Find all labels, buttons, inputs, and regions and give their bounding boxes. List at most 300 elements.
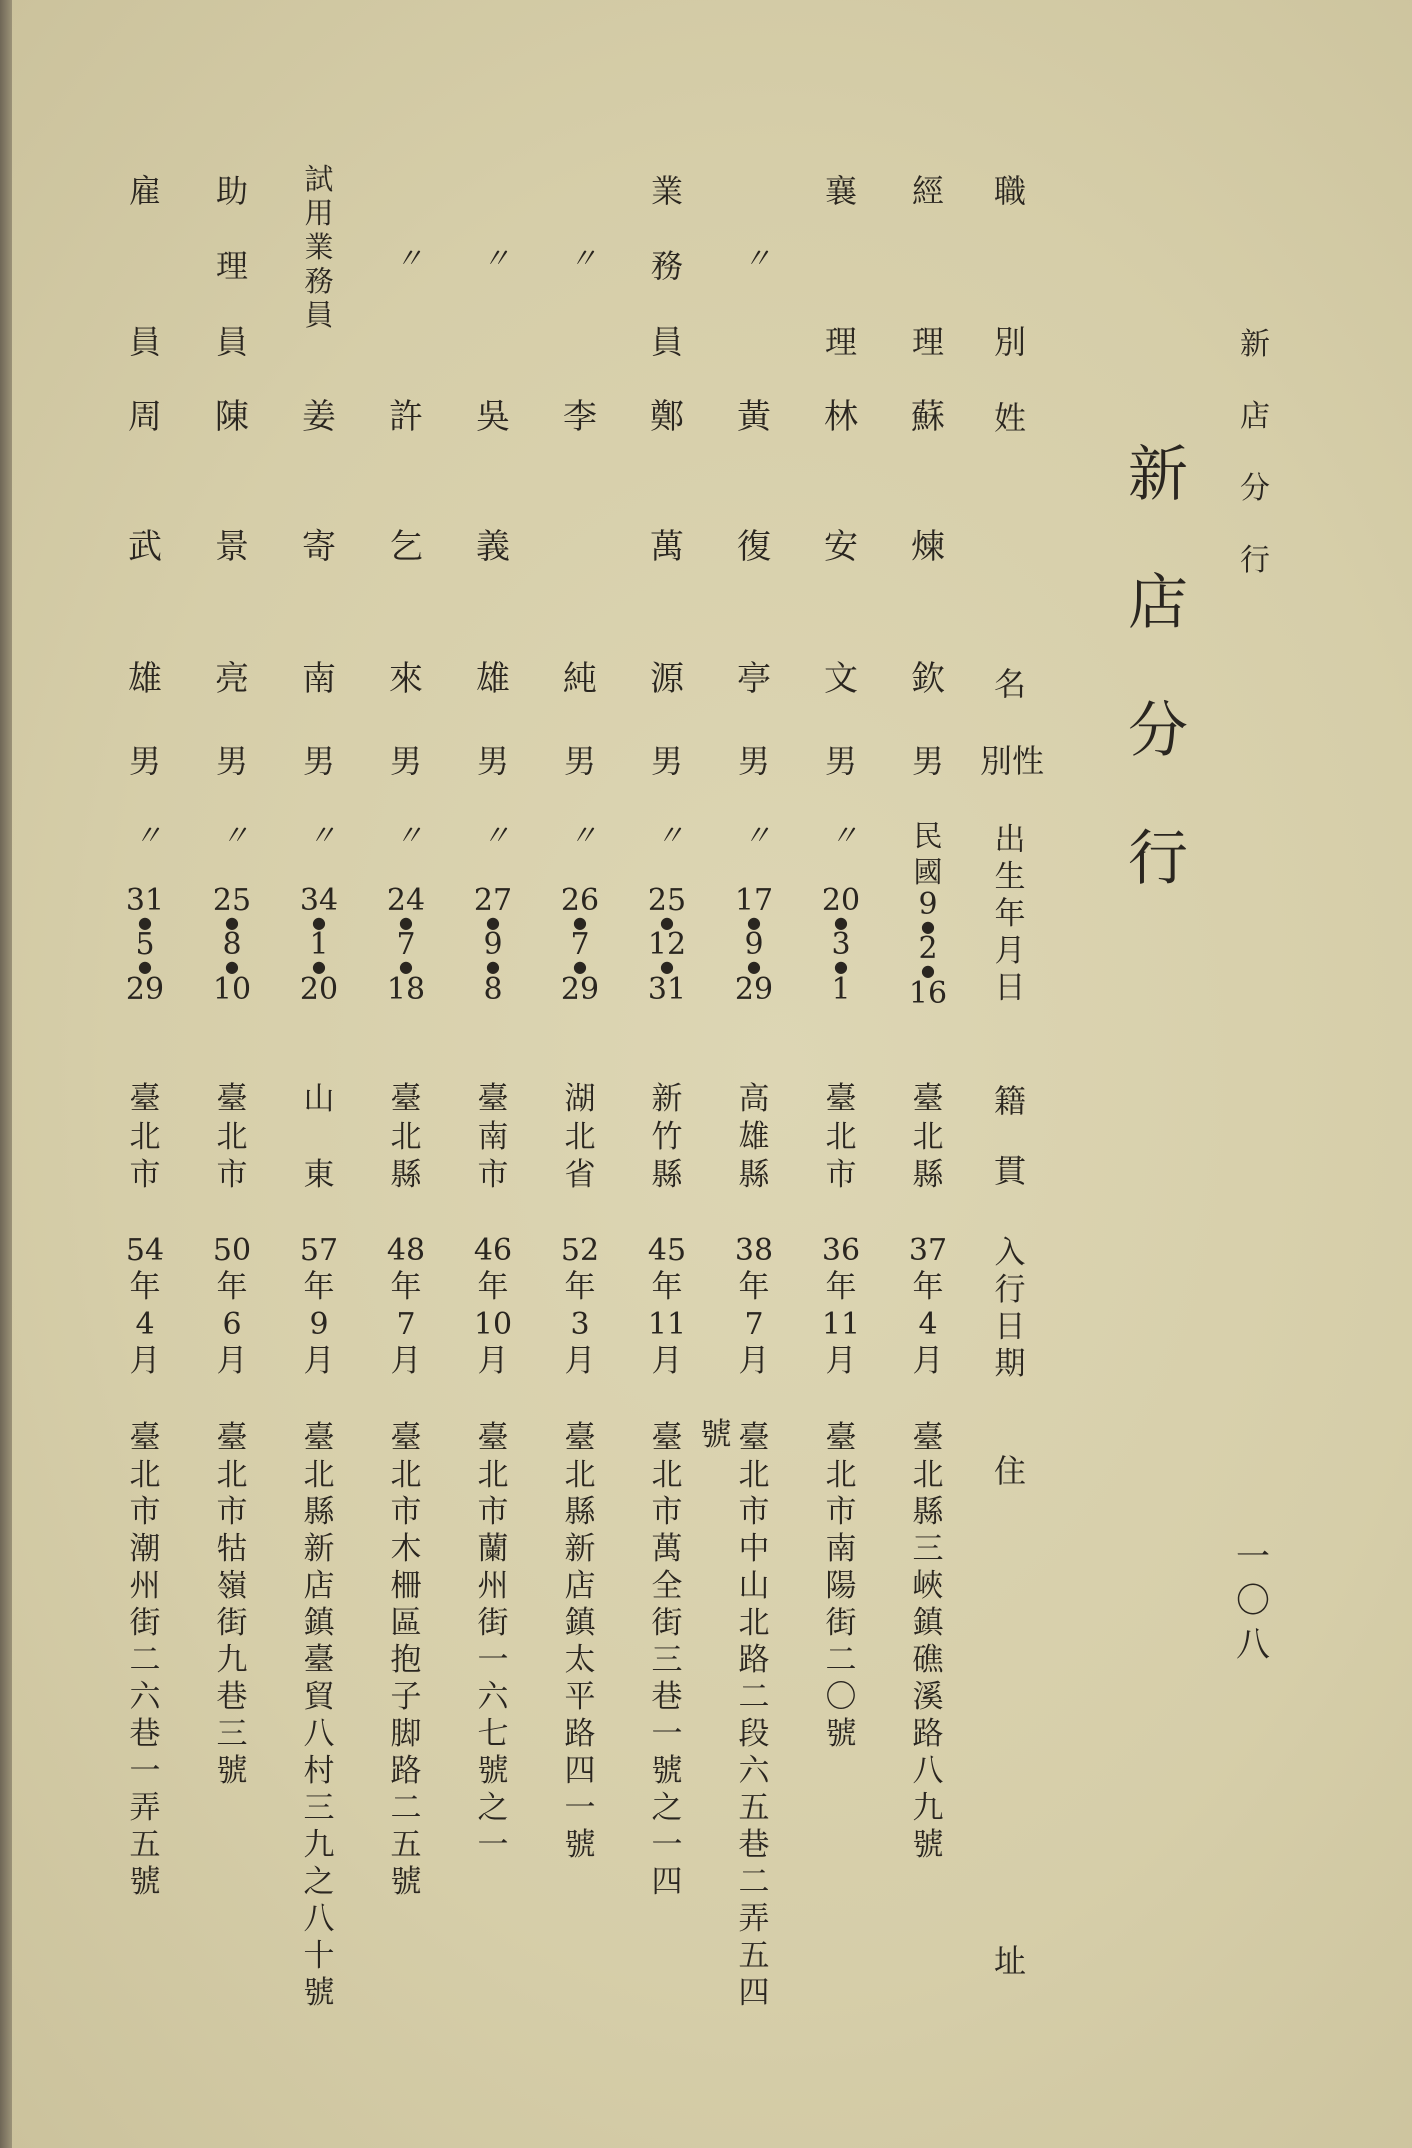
address-char: 鎮 xyxy=(912,1605,944,1641)
birth-part: 34 xyxy=(299,883,339,918)
join-part: 月 xyxy=(477,1343,509,1379)
date-separator: ● xyxy=(486,913,500,932)
title-ditto: 〃 xyxy=(481,242,504,275)
address-char: 臺 xyxy=(651,1420,683,1456)
join-part: 7 xyxy=(396,1307,416,1342)
native-char: 縣 xyxy=(651,1157,683,1193)
address-char: 弄 xyxy=(129,1790,161,1826)
page-number-char: 八 xyxy=(1236,1625,1270,1665)
address-char: 嶺 xyxy=(216,1568,248,1604)
title-ditto: 〃 xyxy=(568,242,591,275)
name-char: 萬 xyxy=(650,527,684,567)
date-separator: ● xyxy=(834,957,848,977)
birth-part: 20 xyxy=(821,883,861,918)
birth-part: 12 xyxy=(647,927,687,963)
address-char: 潮 xyxy=(129,1531,161,1567)
address-char: 店 xyxy=(303,1568,335,1604)
address-char: 一 xyxy=(477,1642,509,1678)
address-char: 二 xyxy=(738,1864,770,1900)
join-part: 月 xyxy=(216,1343,248,1379)
join-date xyxy=(202,1232,262,1380)
birth-ditto: 〃 xyxy=(829,819,852,852)
date-separator: ● xyxy=(834,913,848,932)
address-char: 段 xyxy=(738,1716,770,1752)
address xyxy=(550,1420,610,1864)
birth-part: 3 xyxy=(831,927,851,963)
address-char: 臺 xyxy=(825,1420,857,1456)
header-birth-char: 日 xyxy=(994,970,1026,1006)
address-char: 區 xyxy=(390,1605,422,1641)
name-char: 文 xyxy=(824,659,858,699)
date-separator: ● xyxy=(921,961,935,981)
address-char: 弄 xyxy=(738,1901,770,1937)
join-date xyxy=(898,1232,958,1380)
address-char: 三 xyxy=(651,1642,683,1678)
name-char: 亮 xyxy=(215,659,249,699)
join-part: 10 xyxy=(473,1307,513,1342)
birth-part: 29 xyxy=(125,971,165,1007)
name-char: 林 xyxy=(824,397,858,437)
header-title-1: 職 xyxy=(993,172,1026,210)
address-char: 縣 xyxy=(303,1494,335,1530)
native-char: 東 xyxy=(303,1157,335,1193)
address xyxy=(289,1420,349,2012)
join-part: 年 xyxy=(390,1269,422,1305)
sex: 男 xyxy=(824,742,857,780)
native-char: 新 xyxy=(651,1081,683,1117)
address-char: 一 xyxy=(129,1753,161,1789)
address xyxy=(898,1420,958,1864)
page-number-char: 一 xyxy=(1236,1537,1270,1577)
name-char: 武 xyxy=(128,527,162,567)
address-char: 市 xyxy=(738,1494,770,1530)
join-part: 年 xyxy=(216,1269,248,1305)
birth-part: 20 xyxy=(299,971,339,1007)
native-char: 臺 xyxy=(216,1081,248,1117)
join-part: 年 xyxy=(477,1269,509,1305)
birth-date xyxy=(724,818,784,1005)
join-part: 年 xyxy=(738,1269,770,1305)
book-spine-shadow xyxy=(0,0,12,2148)
address-char: 北 xyxy=(390,1457,422,1493)
name-char: 姜 xyxy=(302,397,336,437)
date-separator: ● xyxy=(573,913,587,932)
join-part: 月 xyxy=(825,1343,857,1379)
native-char: 雄 xyxy=(738,1119,770,1155)
address-char: 號 xyxy=(129,1864,161,1900)
birth-era-char: 民 xyxy=(913,819,943,853)
join-part: 36 xyxy=(821,1233,861,1268)
join-part: 46 xyxy=(473,1233,513,1268)
birth-date xyxy=(550,818,610,1005)
address-char: 一 xyxy=(651,1827,683,1863)
address-overflow-char: 號 xyxy=(700,1417,732,1453)
name-char: 寄 xyxy=(302,527,336,567)
join-part: 月 xyxy=(564,1343,596,1379)
birth-ditto: 〃 xyxy=(655,819,678,852)
native-char: 市 xyxy=(825,1157,857,1193)
sex: 男 xyxy=(650,742,683,780)
section-title-char: 新 xyxy=(1128,440,1188,510)
sex: 男 xyxy=(563,742,596,780)
date-separator: ● xyxy=(747,957,761,977)
date-separator: ● xyxy=(138,913,152,932)
name-char: 安 xyxy=(824,527,858,567)
join-part: 6 xyxy=(222,1307,242,1342)
join-part: 9 xyxy=(309,1307,329,1342)
page-number-char: 〇 xyxy=(1236,1581,1270,1621)
native-char: 南 xyxy=(477,1119,509,1155)
join-date xyxy=(376,1232,436,1380)
join-part: 3 xyxy=(570,1307,590,1342)
birth-part: 16 xyxy=(908,975,948,1011)
running-head-char: 店 xyxy=(1240,399,1270,434)
birth-era-char: 國 xyxy=(913,855,943,889)
address-char: 二 xyxy=(825,1642,857,1678)
name-char: 純 xyxy=(563,659,597,699)
join-date xyxy=(463,1232,523,1380)
address-char: 五 xyxy=(738,1790,770,1826)
address-char: 巷 xyxy=(129,1716,161,1752)
name-char: 李 xyxy=(563,397,597,437)
job-title-char: 理 xyxy=(824,323,857,361)
birth-part: 26 xyxy=(560,883,600,918)
header-join-char: 期 xyxy=(994,1346,1026,1382)
address-char: 新 xyxy=(303,1531,335,1567)
address-char: 七 xyxy=(477,1716,509,1752)
address-char: 之 xyxy=(651,1790,683,1826)
running-head xyxy=(1240,327,1270,578)
address-char: 臺 xyxy=(303,1420,335,1456)
sex: 男 xyxy=(302,742,335,780)
native-char: 臺 xyxy=(390,1081,422,1117)
job-title-char: 經 xyxy=(911,172,944,210)
address-char: 二 xyxy=(390,1790,422,1826)
address-char: 九 xyxy=(303,1827,335,1863)
name-char: 鄭 xyxy=(650,397,684,437)
birth-part: 7 xyxy=(570,927,590,963)
address-char: 貿 xyxy=(303,1679,335,1715)
header-title-2: 別 xyxy=(993,323,1026,361)
birth-ditto: 〃 xyxy=(133,819,156,852)
join-date xyxy=(550,1232,610,1380)
address-char: 巷 xyxy=(651,1679,683,1715)
name-char: 乞 xyxy=(389,527,423,567)
address-char: 柵 xyxy=(390,1568,422,1604)
birth-date xyxy=(637,818,697,1005)
address-char: 北 xyxy=(738,1605,770,1641)
address-char: 太 xyxy=(564,1642,596,1678)
header-sex: 別性 xyxy=(979,742,1044,780)
native-char: 北 xyxy=(825,1119,857,1155)
address-char: 巷 xyxy=(738,1827,770,1863)
date-separator: ● xyxy=(225,913,239,932)
native-char: 市 xyxy=(477,1157,509,1193)
address-char: 北 xyxy=(651,1457,683,1493)
address-char: 五 xyxy=(390,1827,422,1863)
native-place xyxy=(463,1080,523,1194)
birth-part: 9 xyxy=(918,887,938,922)
address xyxy=(376,1420,436,1901)
join-part: 38 xyxy=(734,1233,774,1268)
address xyxy=(724,1420,784,2012)
address-char: 鎮 xyxy=(564,1605,596,1641)
address-char: 路 xyxy=(738,1642,770,1678)
address-char: 八 xyxy=(303,1901,335,1937)
address-char: 市 xyxy=(651,1494,683,1530)
section-title-char: 分 xyxy=(1128,696,1188,766)
address-char: 子 xyxy=(390,1679,422,1715)
address-char: 臺 xyxy=(564,1420,596,1456)
job-title-char: 員 xyxy=(650,323,683,361)
address-char: 〇 xyxy=(825,1679,857,1715)
join-part: 年 xyxy=(564,1269,596,1305)
name-char: 吳 xyxy=(476,397,510,437)
address-char: 號 xyxy=(651,1753,683,1789)
section-title-char: 店 xyxy=(1128,568,1188,638)
running-head-char: 分 xyxy=(1240,471,1270,506)
native-char: 市 xyxy=(216,1157,248,1193)
address xyxy=(811,1420,871,1753)
join-part: 11 xyxy=(821,1307,861,1342)
address-char: 鎮 xyxy=(303,1605,335,1641)
native-char: 臺 xyxy=(912,1081,944,1117)
address-char: 峽 xyxy=(912,1568,944,1604)
address-char: 三 xyxy=(912,1531,944,1567)
join-part: 月 xyxy=(390,1343,422,1379)
address-char: 縣 xyxy=(912,1494,944,1530)
native-char: 北 xyxy=(564,1119,596,1155)
join-part: 45 xyxy=(647,1233,687,1268)
native-char: 高 xyxy=(738,1081,770,1117)
name-char: 源 xyxy=(650,659,684,699)
birth-date xyxy=(811,818,871,1005)
address-char: 山 xyxy=(738,1568,770,1604)
address-char: 中 xyxy=(738,1531,770,1567)
address-char: 號 xyxy=(216,1753,248,1789)
address-char: 北 xyxy=(912,1457,944,1493)
address-char: 九 xyxy=(216,1642,248,1678)
address-char: 臺 xyxy=(129,1420,161,1456)
address-char: 六 xyxy=(129,1679,161,1715)
name-char: 雄 xyxy=(476,659,510,699)
address-char: 九 xyxy=(912,1790,944,1826)
address-char: 北 xyxy=(825,1457,857,1493)
job-title-char: 員 xyxy=(215,323,248,361)
birth-part: 29 xyxy=(560,971,600,1007)
name-char: 煉 xyxy=(911,527,945,567)
address-char: 平 xyxy=(564,1679,596,1715)
address-char: 六 xyxy=(477,1679,509,1715)
name-char: 來 xyxy=(389,659,423,699)
header-join-char: 入 xyxy=(994,1235,1026,1271)
birth-ditto: 〃 xyxy=(568,819,591,852)
date-separator: ● xyxy=(573,957,587,977)
birth-ditto: 〃 xyxy=(307,819,330,852)
address-char: 路 xyxy=(912,1716,944,1752)
native-place xyxy=(289,1080,349,1194)
address-char: 十 xyxy=(303,1938,335,1974)
sex: 男 xyxy=(389,742,422,780)
address-char: 二 xyxy=(129,1642,161,1678)
date-separator: ● xyxy=(486,957,500,977)
join-part: 月 xyxy=(303,1343,335,1379)
date-separator: ● xyxy=(399,913,413,932)
join-part: 7 xyxy=(744,1307,764,1342)
name-char: 亭 xyxy=(737,659,771,699)
address-char: 州 xyxy=(129,1568,161,1604)
native-char: 湖 xyxy=(564,1081,596,1117)
address-char: 四 xyxy=(564,1753,596,1789)
join-part: 48 xyxy=(386,1233,426,1268)
address-char: 北 xyxy=(477,1457,509,1493)
name-char: 欽 xyxy=(911,659,945,699)
birth-part: 10 xyxy=(212,971,252,1007)
name-char: 義 xyxy=(476,527,510,567)
address-char: 六 xyxy=(738,1753,770,1789)
native-char: 縣 xyxy=(738,1157,770,1193)
name-char: 許 xyxy=(389,397,423,437)
join-date xyxy=(811,1232,871,1380)
join-part: 月 xyxy=(129,1343,161,1379)
page-number xyxy=(1236,1537,1270,1665)
address-char: 北 xyxy=(216,1457,248,1493)
job-title-char: 理 xyxy=(215,247,248,285)
birth-part: 25 xyxy=(647,883,687,918)
address-char: 四 xyxy=(651,1864,683,1900)
native-char: 北 xyxy=(216,1119,248,1155)
native-place xyxy=(637,1080,697,1194)
address-char: 北 xyxy=(303,1457,335,1493)
address-char: 抱 xyxy=(390,1642,422,1678)
address-char: 蘭 xyxy=(477,1531,509,1567)
birth-part: 29 xyxy=(734,971,774,1007)
address-char: 臺 xyxy=(738,1420,770,1456)
job-title-char: 務 xyxy=(650,247,683,285)
job-title-char: 業 xyxy=(650,172,683,210)
join-part: 月 xyxy=(738,1343,770,1379)
address-char: 四 xyxy=(738,1975,770,2011)
address-char: 號 xyxy=(477,1753,509,1789)
date-separator: ● xyxy=(921,917,935,936)
address-char: 街 xyxy=(477,1605,509,1641)
native-char: 北 xyxy=(390,1119,422,1155)
birth-part: 9 xyxy=(483,927,503,963)
address-char: 號 xyxy=(303,1975,335,2011)
sex: 男 xyxy=(215,742,248,780)
address-char: 市 xyxy=(390,1494,422,1530)
address-char: 號 xyxy=(912,1827,944,1863)
native-place xyxy=(550,1080,610,1194)
address-char: 市 xyxy=(216,1494,248,1530)
join-part: 4 xyxy=(918,1307,938,1342)
job-title-char: 襄 xyxy=(824,172,857,210)
address-char: 木 xyxy=(390,1531,422,1567)
native-char: 臺 xyxy=(477,1081,509,1117)
native-char: 臺 xyxy=(129,1081,161,1117)
address-char: 路 xyxy=(564,1716,596,1752)
date-separator: ● xyxy=(660,957,674,977)
address-char: 新 xyxy=(564,1531,596,1567)
job-title-char: 務 xyxy=(304,264,334,298)
header-name-1: 姓 xyxy=(993,399,1026,437)
join-part: 4 xyxy=(135,1307,155,1342)
address xyxy=(202,1420,262,1790)
join-part: 年 xyxy=(912,1269,944,1305)
birth-part: 1 xyxy=(831,971,851,1007)
address-char: 北 xyxy=(129,1457,161,1493)
address-char: 市 xyxy=(129,1494,161,1530)
join-part: 年 xyxy=(129,1269,161,1305)
join-part: 11 xyxy=(647,1307,687,1342)
birth-part: 18 xyxy=(386,971,426,1007)
header-native-1: 籍 xyxy=(993,1082,1026,1120)
address-char: 號 xyxy=(564,1827,596,1863)
address-char: 八 xyxy=(303,1716,335,1752)
date-separator: ● xyxy=(138,957,152,977)
address-char: 州 xyxy=(477,1568,509,1604)
sex: 男 xyxy=(911,742,944,780)
sex: 男 xyxy=(128,742,161,780)
header-native-2: 貫 xyxy=(993,1152,1026,1190)
address-char: 五 xyxy=(129,1827,161,1863)
birth-part: 9 xyxy=(744,927,764,963)
address-char: 市 xyxy=(477,1494,509,1530)
address-char: 號 xyxy=(390,1864,422,1900)
address-char: 三 xyxy=(303,1790,335,1826)
join-part: 52 xyxy=(560,1233,600,1268)
sex: 男 xyxy=(737,742,770,780)
birth-part: 5 xyxy=(135,927,155,963)
header-birth xyxy=(980,822,1040,1007)
birth-date xyxy=(115,818,175,1005)
native-char: 省 xyxy=(564,1157,596,1193)
address-char: 街 xyxy=(216,1605,248,1641)
birth-ditto: 〃 xyxy=(394,819,417,852)
header-address-1: 住 xyxy=(993,1452,1026,1490)
join-part: 月 xyxy=(912,1343,944,1379)
date-separator: ● xyxy=(399,957,413,977)
header-birth-char: 生 xyxy=(994,859,1026,895)
address-char: 一 xyxy=(477,1827,509,1863)
job-title-char: 試 xyxy=(304,162,334,196)
job-title-char: 雇 xyxy=(128,172,161,210)
native-place xyxy=(202,1080,262,1194)
native-char: 山 xyxy=(303,1081,335,1117)
native-char: 臺 xyxy=(825,1081,857,1117)
address-char: 街 xyxy=(651,1605,683,1641)
native-char: 北 xyxy=(912,1119,944,1155)
name-char: 周 xyxy=(128,397,162,437)
address-char: 臺 xyxy=(912,1420,944,1456)
birth-part: 27 xyxy=(473,883,513,918)
address xyxy=(115,1420,175,1901)
birth-ditto: 〃 xyxy=(742,819,765,852)
job-title xyxy=(289,162,349,332)
birth-date xyxy=(202,818,262,1005)
job-title-char: 助 xyxy=(215,172,248,210)
job-title-char: 理 xyxy=(911,323,944,361)
birth-date xyxy=(463,818,523,1005)
date-separator: ● xyxy=(225,957,239,977)
name-char: 雄 xyxy=(128,659,162,699)
job-title-char: 用 xyxy=(304,196,334,230)
birth-ditto: 〃 xyxy=(481,819,504,852)
birth-part: 1 xyxy=(309,927,329,963)
join-part: 年 xyxy=(651,1269,683,1305)
title-ditto: 〃 xyxy=(394,242,417,275)
header-birth-char: 年 xyxy=(994,896,1026,932)
